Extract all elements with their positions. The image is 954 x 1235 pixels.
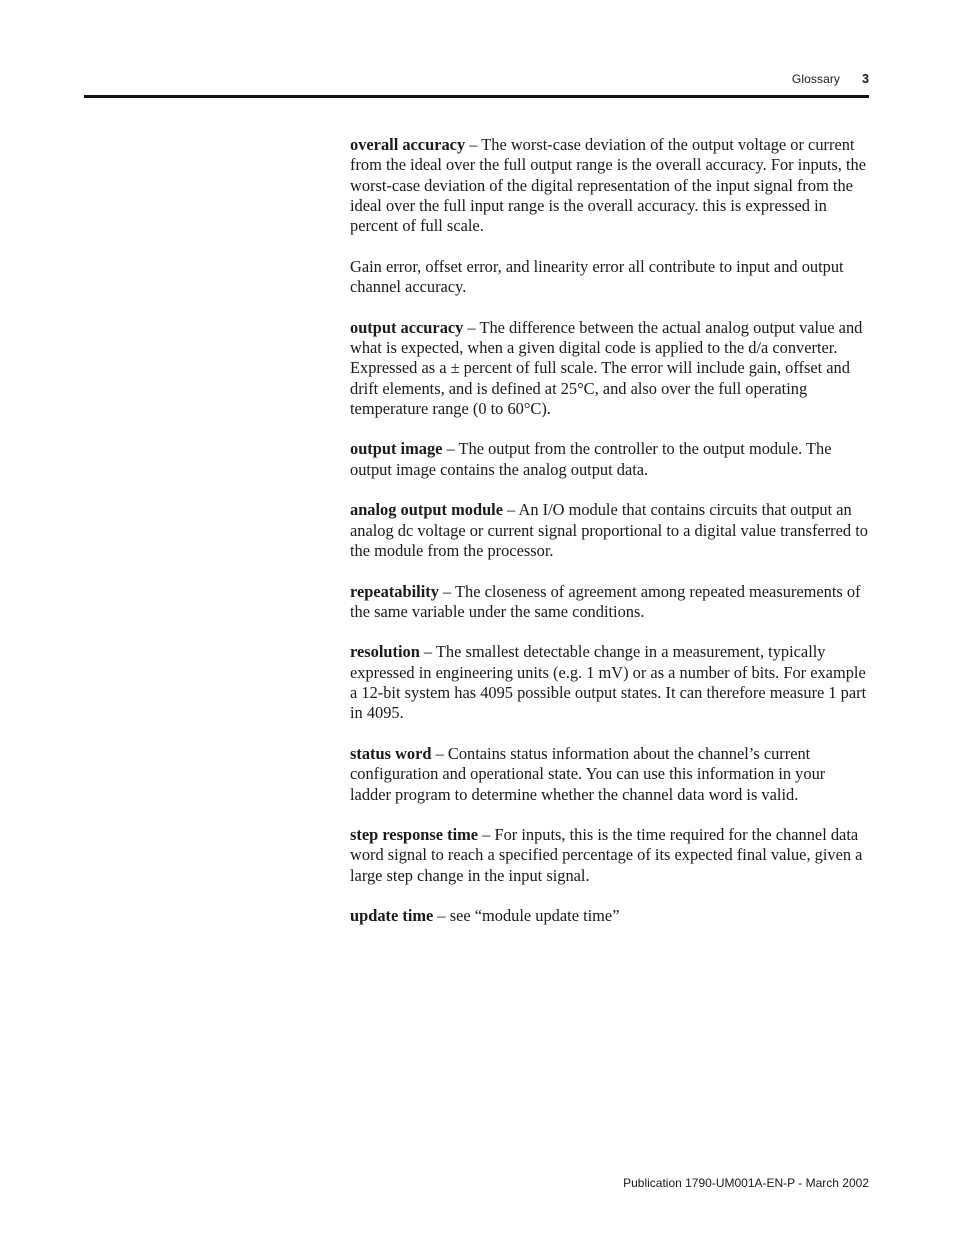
glossary-entry-update-time xyxy=(350,906,870,926)
glossary-entry-accuracy-note xyxy=(350,257,870,298)
glossary-term: analog output module xyxy=(350,500,504,520)
glossary-term: update time xyxy=(350,906,434,926)
glossary-term: overall accuracy xyxy=(350,135,466,154)
glossary-definition: – The output from the controller to the output module. The output image contains the analog output data. xyxy=(350,439,832,479)
glossary-entry-step-response-time xyxy=(350,825,870,886)
glossary-definition: – The difference between the actual analog output value and what is expected, when a given digital code is applied to the d/a converter. Expressed as a ± percent of full scale. The error will include gain, offset and drift elements, and is defined at 25°C, and also over the full operating temperature range (0 to 60°C). xyxy=(350,317,863,418)
page-header xyxy=(792,72,869,86)
glossary-definition: – An I/O module that contains circuits that output an analog dc voltage or current signal proportional to a digital value transferred to the module from the processor. xyxy=(350,500,868,560)
glossary-entry-overall-accuracy xyxy=(350,135,870,236)
glossary-entry-repeatability xyxy=(350,582,870,623)
glossary-entry-analog-output-module xyxy=(350,500,870,561)
glossary-term: step response time xyxy=(350,825,479,845)
section-title: Glossary xyxy=(791,72,841,86)
glossary-term: output image xyxy=(350,439,443,459)
glossary-content xyxy=(350,135,870,947)
header-rule xyxy=(84,95,869,98)
glossary-entry-resolution xyxy=(350,642,870,723)
glossary-definition: Gain error, offset error, and linearity error all contribute to input and output channel accuracy. xyxy=(350,256,844,297)
glossary-term: repeatability xyxy=(350,581,439,601)
glossary-definition: – For inputs, this is the time required for the channel data word signal to reach a specified percentage of its expected final value, given a large step change in the input signal. xyxy=(350,825,863,885)
glossary-term: resolution xyxy=(350,642,420,662)
glossary-definition: – The worst-case deviation of the output voltage or current from the ideal over the full output range is the overall accuracy. For inputs, the worst-case deviation of the digital representation of the input signal from the ideal over the full input range is the overall accuracy. this is expressed in percent of full scale. xyxy=(350,135,866,236)
glossary-definition: – The smallest detectable change in a measurement, typically expressed in engineering units (e.g. 1 mV) or as a number of bits. For example a 12-bit system has 4095 possible output states. It can therefore measure 1 part in 4095. xyxy=(350,642,867,723)
glossary-entry-output-image xyxy=(350,439,870,480)
glossary-definition: – see “module update time” xyxy=(433,906,620,926)
glossary-definition: – Contains status information about the channel’s current configuration and operational state. You can use this information in your ladder program to determine whether the channel data word is valid. xyxy=(350,743,826,804)
glossary-term: status word xyxy=(350,743,432,763)
glossary-term: output accuracy xyxy=(350,317,464,337)
page-number: 3 xyxy=(862,72,869,86)
glossary-entry-status-word xyxy=(350,744,870,805)
glossary-entry-output-accuracy xyxy=(350,318,870,419)
publication-footer: Publication 1790-UM001A-EN-P - March 2002 xyxy=(623,1176,869,1190)
glossary-definition: – The closeness of agreement among repeated measurements of the same variable under the same conditions. xyxy=(350,581,861,621)
